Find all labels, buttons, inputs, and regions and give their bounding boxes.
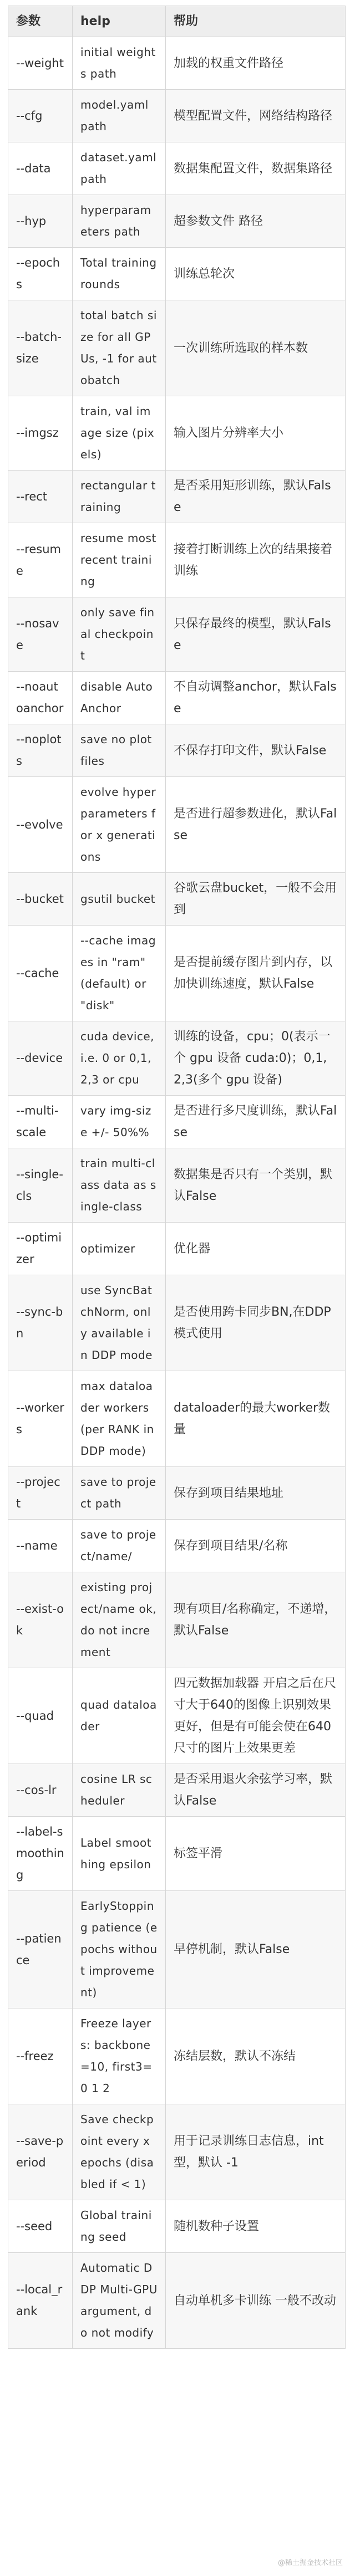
help-cell: initial weights path xyxy=(73,37,166,90)
param-cell: --weight xyxy=(8,37,73,90)
table-row xyxy=(8,1223,346,1275)
table-row xyxy=(8,1096,346,1148)
desc-cell: 是否进行超参数进化，默认False xyxy=(166,777,346,873)
table-body xyxy=(8,37,346,2349)
watermark: @稀土掘金技术社区 xyxy=(277,2559,343,2567)
desc-cell: 数据集配置文件，数据集路径 xyxy=(166,142,346,195)
param-cell: --patience xyxy=(8,1891,73,2008)
table-row xyxy=(8,1891,346,2008)
param-cell: --save-period xyxy=(8,2104,73,2200)
header-help: help xyxy=(73,6,166,37)
help-cell: resume most recent training xyxy=(73,523,166,597)
desc-cell: 超参数文件 路径 xyxy=(166,195,346,248)
param-cell: --multi-scale xyxy=(8,1096,73,1148)
help-cell: only save final checkpoint xyxy=(73,597,166,672)
param-cell: --noautoanchor xyxy=(8,672,73,724)
help-cell: EarlyStopping patience (epochs without improvement) xyxy=(73,1891,166,2008)
desc-cell: 保存到项目结果/名称 xyxy=(166,1520,346,1572)
table-row xyxy=(8,471,346,523)
help-cell: Label smoothing epsilon xyxy=(73,1817,166,1891)
desc-cell: 谷歌云盘bucket，一般不会用到 xyxy=(166,873,346,926)
param-cell: --sync-bn xyxy=(8,1275,73,1371)
table-row xyxy=(8,2104,346,2200)
desc-cell: 四元数据加载器 开启之后在尺寸大于640的图像上识别效果更好，但是有可能会使在640尺寸的图片上效果更差 xyxy=(166,1668,346,1764)
help-cell: --cache images in "ram" (default) or "disk" xyxy=(73,926,166,1021)
param-cell: --freez xyxy=(8,2008,73,2104)
param-cell: --quad xyxy=(8,1668,73,1764)
help-cell: cuda device, i.e. 0 or 0,1,2,3 or cpu xyxy=(73,1021,166,1096)
help-cell: Save checkpoint every x epochs (disabled if < 1) xyxy=(73,2104,166,2200)
param-cell: --noplots xyxy=(8,724,73,777)
param-cell: --imgsz xyxy=(8,396,73,471)
table-row xyxy=(8,1572,346,1668)
param-cell: --exist-ok xyxy=(8,1572,73,1668)
param-cell: --cache xyxy=(8,926,73,1021)
param-cell: --name xyxy=(8,1520,73,1572)
parameter-table xyxy=(8,6,346,2349)
param-cell: --rect xyxy=(8,471,73,523)
desc-cell: dataloader的最大worker数量 xyxy=(166,1371,346,1467)
table-row xyxy=(8,248,346,300)
table-row xyxy=(8,2200,346,2253)
param-cell: --cfg xyxy=(8,90,73,142)
desc-cell: 不保存打印文件，默认False xyxy=(166,724,346,777)
table-row xyxy=(8,597,346,672)
param-cell: --label-smoothing xyxy=(8,1817,73,1891)
table-row xyxy=(8,1148,346,1223)
help-cell: model.yaml path xyxy=(73,90,166,142)
header-param: 参数 xyxy=(8,6,73,37)
table-row xyxy=(8,672,346,724)
desc-cell: 只保存最终的模型，默认False xyxy=(166,597,346,672)
desc-cell: 随机数种子设置 xyxy=(166,2200,346,2253)
param-cell: --cos-lr xyxy=(8,1764,73,1817)
table-row xyxy=(8,724,346,777)
desc-cell: 早停机制，默认False xyxy=(166,1891,346,2008)
param-cell: --hyp xyxy=(8,195,73,248)
param-cell: --epochs xyxy=(8,248,73,300)
table-row xyxy=(8,523,346,597)
table-row xyxy=(8,2008,346,2104)
param-cell: --nosave xyxy=(8,597,73,672)
desc-cell: 训练总轮次 xyxy=(166,248,346,300)
help-cell: hyperparameters path xyxy=(73,195,166,248)
help-cell: save to project/name/ xyxy=(73,1520,166,1572)
desc-cell: 用于记录训练日志信息，int 型，默认 -1 xyxy=(166,2104,346,2200)
help-cell: disable AutoAnchor xyxy=(73,672,166,724)
desc-cell: 是否提前缓存图片到内存，以加快训练速度，默认False xyxy=(166,926,346,1021)
param-cell: --resume xyxy=(8,523,73,597)
table-header-row xyxy=(8,6,346,37)
desc-cell: 一次训练所选取的样本数 xyxy=(166,300,346,396)
help-cell: cosine LR scheduler xyxy=(73,1764,166,1817)
table-row xyxy=(8,396,346,471)
param-cell: --workers xyxy=(8,1371,73,1467)
desc-cell: 不自动调整anchor，默认False xyxy=(166,672,346,724)
desc-cell: 数据集是否只有一个类别，默认False xyxy=(166,1148,346,1223)
help-cell: optimizer xyxy=(73,1223,166,1275)
table-row xyxy=(8,37,346,90)
desc-cell: 输入图片分辨率大小 xyxy=(166,396,346,471)
param-cell: --batch-size xyxy=(8,300,73,396)
table-row xyxy=(8,2253,346,2349)
desc-cell: 冻结层数，默认不冻结 xyxy=(166,2008,346,2104)
desc-cell: 保存到项目结果地址 xyxy=(166,1467,346,1520)
desc-cell: 现有项目/名称确定，不递增，默认False xyxy=(166,1572,346,1668)
param-cell: --data xyxy=(8,142,73,195)
help-cell: vary img-size +/- 50%% xyxy=(73,1096,166,1148)
param-cell: --bucket xyxy=(8,873,73,926)
param-cell: --device xyxy=(8,1021,73,1096)
table-row xyxy=(8,195,346,248)
help-cell: quad dataloader xyxy=(73,1668,166,1764)
help-cell: save no plot files xyxy=(73,724,166,777)
table-row xyxy=(8,926,346,1021)
table-row xyxy=(8,1817,346,1891)
desc-cell: 优化器 xyxy=(166,1223,346,1275)
desc-cell: 是否使用跨卡同步BN,在DDP模式使用 xyxy=(166,1275,346,1371)
help-cell: train, val image size (pixels) xyxy=(73,396,166,471)
param-cell: --project xyxy=(8,1467,73,1520)
help-cell: total batch size for all GPUs, -1 for autobatch xyxy=(73,300,166,396)
param-cell: --optimizer xyxy=(8,1223,73,1275)
desc-cell: 接着打断训练上次的结果接着训练 xyxy=(166,523,346,597)
help-cell: Global training seed xyxy=(73,2200,166,2253)
help-cell: existing project/name ok, do not increment xyxy=(73,1572,166,1668)
help-cell: gsutil bucket xyxy=(73,873,166,926)
desc-cell: 模型配置文件，网络结构路径 xyxy=(166,90,346,142)
param-cell: --evolve xyxy=(8,777,73,873)
table-row xyxy=(8,300,346,396)
help-cell: evolve hyperparameters for x generations xyxy=(73,777,166,873)
help-cell: dataset.yaml path xyxy=(73,142,166,195)
help-cell: use SyncBatchNorm, only available in DDP mode xyxy=(73,1275,166,1371)
table-row xyxy=(8,1668,346,1764)
table-row xyxy=(8,1021,346,1096)
table-row xyxy=(8,1520,346,1572)
header-desc: 帮助 xyxy=(166,6,346,37)
param-cell: --seed xyxy=(8,2200,73,2253)
desc-cell: 是否采用退火余弦学习率，默认False xyxy=(166,1764,346,1817)
desc-cell: 是否进行多尺度训练，默认False xyxy=(166,1096,346,1148)
table-row xyxy=(8,1467,346,1520)
help-cell: Total training rounds xyxy=(73,248,166,300)
help-cell: train multi-class data as single-class xyxy=(73,1148,166,1223)
help-cell: rectangular training xyxy=(73,471,166,523)
table-row xyxy=(8,1371,346,1467)
help-cell: Automatic DDP Multi-GPU argument, do not modify xyxy=(73,2253,166,2349)
table-row xyxy=(8,777,346,873)
desc-cell: 标签平滑 xyxy=(166,1817,346,1891)
table-row xyxy=(8,1764,346,1817)
desc-cell: 自动单机多卡训练 一般不改动 xyxy=(166,2253,346,2349)
desc-cell: 是否采用矩形训练，默认False xyxy=(166,471,346,523)
param-cell: --local_rank xyxy=(8,2253,73,2349)
table-row xyxy=(8,90,346,142)
desc-cell: 训练的设备，cpu；0(表示一个 gpu 设备 cuda:0)；0,1,2,3(多个 gpu 设备) xyxy=(166,1021,346,1096)
table-row xyxy=(8,873,346,926)
table-row xyxy=(8,142,346,195)
desc-cell: 加载的权重文件路径 xyxy=(166,37,346,90)
help-cell: save to project path xyxy=(73,1467,166,1520)
table-row xyxy=(8,1275,346,1371)
help-cell: Freeze layers: backbone=10, first3=0 1 2 xyxy=(73,2008,166,2104)
param-cell: --single-cls xyxy=(8,1148,73,1223)
help-cell: max dataloader workers (per RANK in DDP mode) xyxy=(73,1371,166,1467)
